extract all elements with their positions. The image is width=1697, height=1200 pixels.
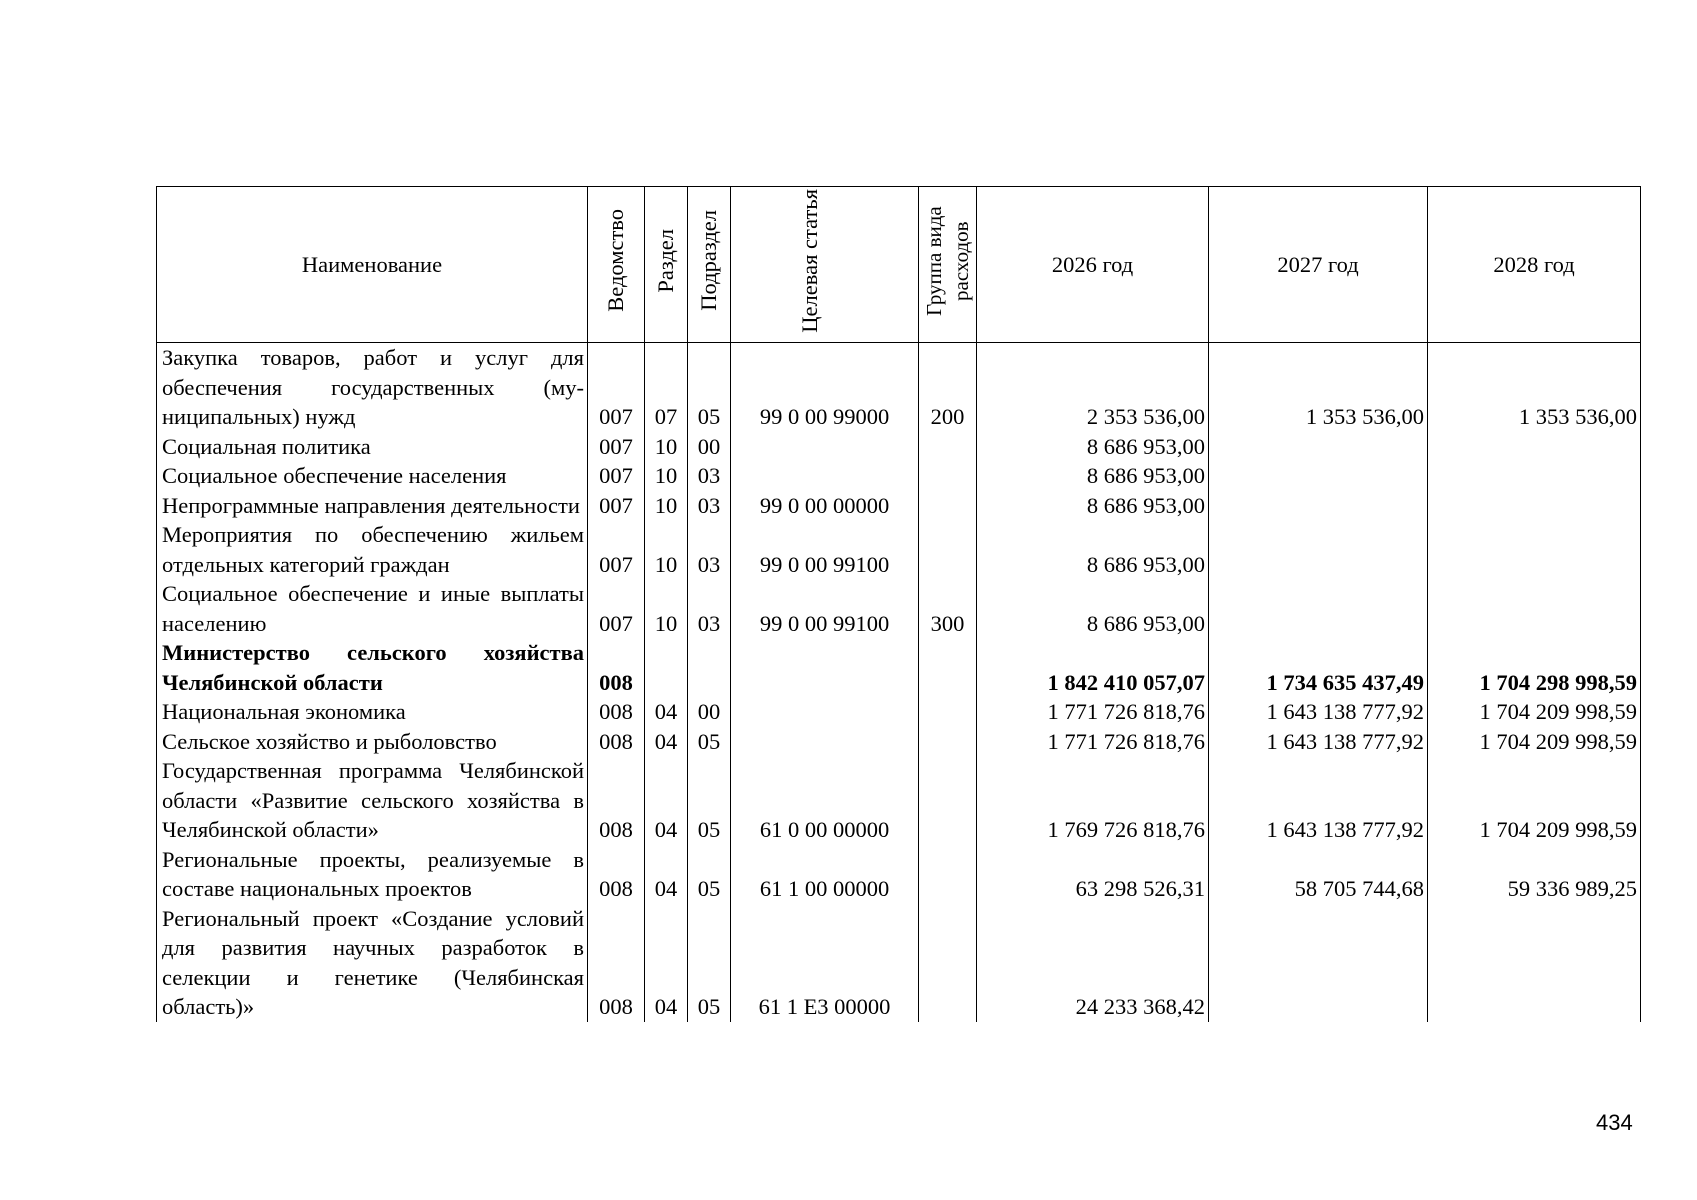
table-row bbox=[157, 638, 1641, 697]
row-2027: 58 705 744,68 bbox=[1209, 845, 1428, 904]
row-dept: 007 bbox=[588, 343, 645, 432]
row-section: 10 bbox=[645, 432, 688, 462]
page-number: 434 bbox=[1596, 1110, 1633, 1135]
row-group bbox=[919, 904, 977, 1022]
header-section: Раздел bbox=[645, 187, 688, 343]
row-2027 bbox=[1209, 520, 1428, 579]
row-target: 61 1 00 00000 bbox=[731, 845, 919, 904]
row-2026: 63 298 526,31 bbox=[977, 845, 1209, 904]
row-2027: 1 643 138 777,92 bbox=[1209, 727, 1428, 757]
row-section: 04 bbox=[645, 845, 688, 904]
row-name: Непрограммные направления деятельности bbox=[157, 491, 588, 521]
row-2026: 1 842 410 057,07 bbox=[977, 638, 1209, 697]
row-2026: 8 686 953,00 bbox=[977, 491, 1209, 521]
row-dept: 007 bbox=[588, 432, 645, 462]
row-target bbox=[731, 727, 919, 757]
row-target bbox=[731, 638, 919, 697]
table-row bbox=[157, 697, 1641, 727]
row-name: Социальное обеспечение населения bbox=[157, 461, 588, 491]
row-subsection: 05 bbox=[688, 343, 731, 432]
row-section bbox=[645, 638, 688, 697]
row-2026: 2 353 536,00 bbox=[977, 343, 1209, 432]
table-row bbox=[157, 461, 1641, 491]
row-name: Региональный проект «Создание условий для развития научных разработок в селекции и генетике (Челябинская область)» bbox=[157, 904, 588, 1022]
row-group bbox=[919, 432, 977, 462]
row-section: 04 bbox=[645, 756, 688, 845]
row-group bbox=[919, 697, 977, 727]
table-row bbox=[157, 520, 1641, 579]
header-target: Целевая статья bbox=[731, 187, 919, 343]
row-group bbox=[919, 727, 977, 757]
row-2027 bbox=[1209, 461, 1428, 491]
row-name: Социальное обеспечение и иные выплаты населению bbox=[157, 579, 588, 638]
row-name: Социальная политика bbox=[157, 432, 588, 462]
table-row bbox=[157, 756, 1641, 845]
row-2026: 8 686 953,00 bbox=[977, 432, 1209, 462]
row-2028 bbox=[1428, 432, 1641, 462]
row-2027 bbox=[1209, 432, 1428, 462]
row-dept: 008 bbox=[588, 756, 645, 845]
row-group: 200 bbox=[919, 343, 977, 432]
row-subsection: 03 bbox=[688, 461, 731, 491]
row-2026: 8 686 953,00 bbox=[977, 579, 1209, 638]
row-2026: 1 771 726 818,76 bbox=[977, 697, 1209, 727]
row-name: Мероприятия по обеспечению жильем отдельных категорий граждан bbox=[157, 520, 588, 579]
row-dept: 007 bbox=[588, 491, 645, 521]
row-subsection: 05 bbox=[688, 727, 731, 757]
row-2027: 1 643 138 777,92 bbox=[1209, 756, 1428, 845]
header-group: Группа вида расходов bbox=[919, 187, 977, 343]
row-2026: 24 233 368,42 bbox=[977, 904, 1209, 1022]
row-2028 bbox=[1428, 904, 1641, 1022]
row-target: 99 0 00 99100 bbox=[731, 520, 919, 579]
row-2027: 1 734 635 437,49 bbox=[1209, 638, 1428, 697]
row-2028 bbox=[1428, 461, 1641, 491]
row-2028: 1 353 536,00 bbox=[1428, 343, 1641, 432]
row-dept: 008 bbox=[588, 845, 645, 904]
row-section: 07 bbox=[645, 343, 688, 432]
row-group bbox=[919, 845, 977, 904]
header-dept: Ведомство bbox=[588, 187, 645, 343]
row-subsection bbox=[688, 638, 731, 697]
row-2027 bbox=[1209, 579, 1428, 638]
row-subsection: 05 bbox=[688, 845, 731, 904]
row-section: 10 bbox=[645, 491, 688, 521]
row-2028: 1 704 298 998,59 bbox=[1428, 638, 1641, 697]
row-2028 bbox=[1428, 520, 1641, 579]
row-2028: 59 336 989,25 bbox=[1428, 845, 1641, 904]
row-dept: 008 bbox=[588, 727, 645, 757]
row-2027: 1 643 138 777,92 bbox=[1209, 697, 1428, 727]
row-name: Национальная экономика bbox=[157, 697, 588, 727]
row-subsection: 05 bbox=[688, 756, 731, 845]
row-subsection: 05 bbox=[688, 904, 731, 1022]
row-2028: 1 704 209 998,59 bbox=[1428, 756, 1641, 845]
row-2028 bbox=[1428, 491, 1641, 521]
row-name: Государственная программа Челябинской области «Развитие сельского хозяйства в Челябинской области» bbox=[157, 756, 588, 845]
header-2026: 2026 год bbox=[977, 187, 1209, 343]
row-2026: 1 769 726 818,76 bbox=[977, 756, 1209, 845]
row-group: 300 bbox=[919, 579, 977, 638]
row-subsection: 00 bbox=[688, 432, 731, 462]
table-row bbox=[157, 343, 1641, 432]
row-2028 bbox=[1428, 579, 1641, 638]
row-2027 bbox=[1209, 904, 1428, 1022]
row-name: Региональные проекты, реализуемые в составе национальных проектов bbox=[157, 845, 588, 904]
row-name: Сельское хозяйство и рыболовство bbox=[157, 727, 588, 757]
row-subsection: 03 bbox=[688, 520, 731, 579]
header-2027: 2027 год bbox=[1209, 187, 1428, 343]
row-name: Закупка товаров, работ и услуг для обеспечения государственных (муниципальных) нужд bbox=[157, 343, 588, 432]
table-row bbox=[157, 491, 1641, 521]
row-target bbox=[731, 697, 919, 727]
row-subsection: 03 bbox=[688, 579, 731, 638]
row-dept: 008 bbox=[588, 904, 645, 1022]
row-dept: 007 bbox=[588, 520, 645, 579]
header-subsection: Подраздел bbox=[688, 187, 731, 343]
row-2028: 1 704 209 998,59 bbox=[1428, 727, 1641, 757]
row-2028: 1 704 209 998,59 bbox=[1428, 697, 1641, 727]
row-section: 10 bbox=[645, 520, 688, 579]
row-dept: 007 bbox=[588, 461, 645, 491]
table-row bbox=[157, 727, 1641, 757]
header-name: Наименование bbox=[157, 187, 588, 343]
row-2027: 1 353 536,00 bbox=[1209, 343, 1428, 432]
row-subsection: 00 bbox=[688, 697, 731, 727]
row-group bbox=[919, 520, 977, 579]
row-group bbox=[919, 756, 977, 845]
row-section: 10 bbox=[645, 579, 688, 638]
row-section: 04 bbox=[645, 727, 688, 757]
row-target: 61 0 00 00000 bbox=[731, 756, 919, 845]
row-2027 bbox=[1209, 491, 1428, 521]
row-target: 99 0 00 99000 bbox=[731, 343, 919, 432]
row-2026: 8 686 953,00 bbox=[977, 461, 1209, 491]
row-dept: 008 bbox=[588, 638, 645, 697]
row-2026: 1 771 726 818,76 bbox=[977, 727, 1209, 757]
row-target bbox=[731, 461, 919, 491]
row-group bbox=[919, 638, 977, 697]
header-row bbox=[157, 187, 1641, 343]
header-2028: 2028 год bbox=[1428, 187, 1641, 343]
row-target: 99 0 00 99100 bbox=[731, 579, 919, 638]
row-group bbox=[919, 491, 977, 521]
row-group bbox=[919, 461, 977, 491]
row-dept: 007 bbox=[588, 579, 645, 638]
table-row bbox=[157, 845, 1641, 904]
row-dept: 008 bbox=[588, 697, 645, 727]
row-subsection: 03 bbox=[688, 491, 731, 521]
row-target: 99 0 00 00000 bbox=[731, 491, 919, 521]
row-2026: 8 686 953,00 bbox=[977, 520, 1209, 579]
row-target: 61 1 Е3 00000 bbox=[731, 904, 919, 1022]
row-name: Министерство сельского хозяйства Челябинской области bbox=[157, 638, 588, 697]
table-row bbox=[157, 579, 1641, 638]
row-target bbox=[731, 432, 919, 462]
row-section: 04 bbox=[645, 904, 688, 1022]
table-row bbox=[157, 904, 1641, 1022]
row-section: 10 bbox=[645, 461, 688, 491]
table-row bbox=[157, 432, 1641, 462]
table-body bbox=[157, 343, 1641, 1022]
budget-table bbox=[156, 186, 1641, 1022]
row-section: 04 bbox=[645, 697, 688, 727]
